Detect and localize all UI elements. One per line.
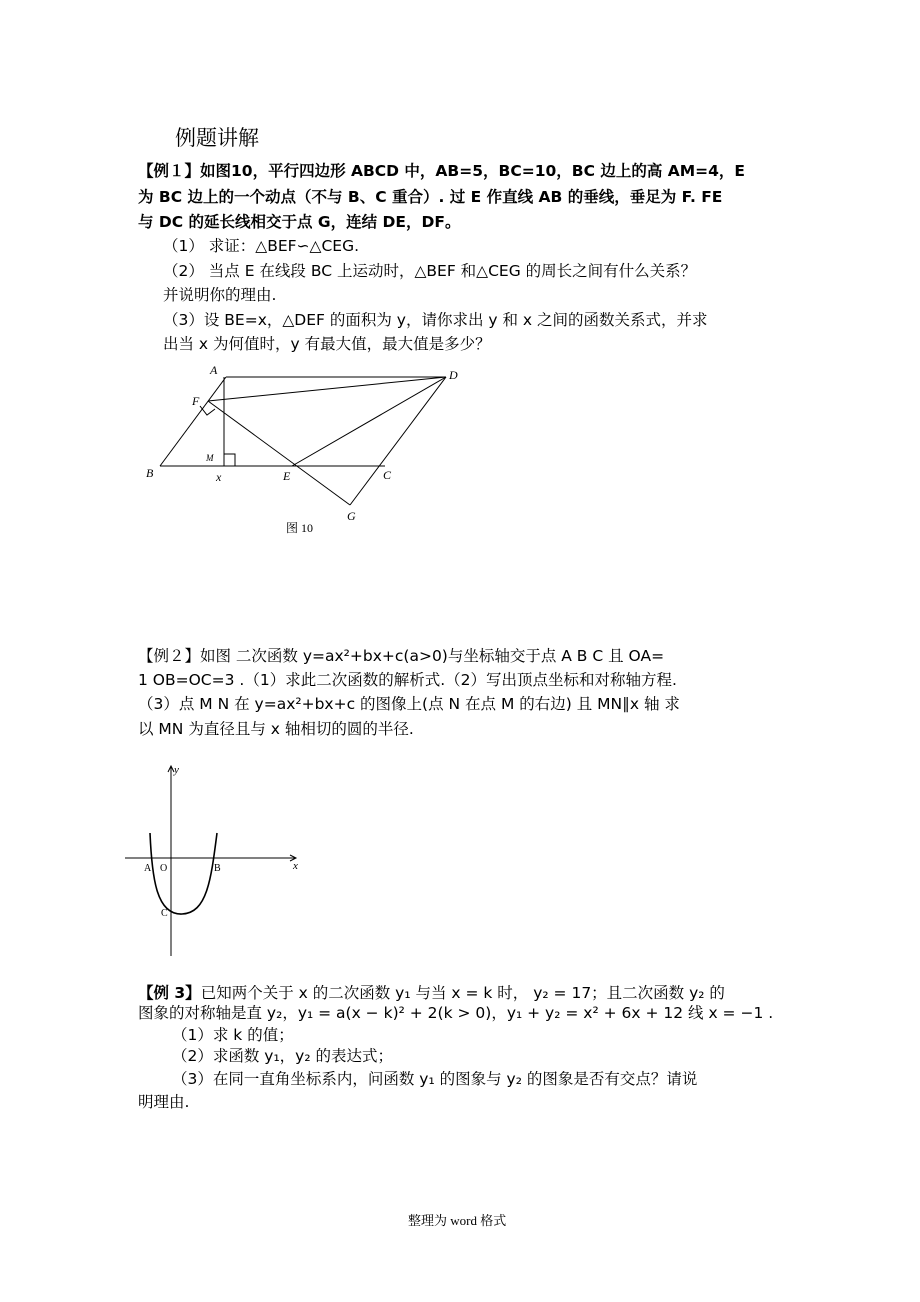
label-E: E — [283, 469, 291, 483]
label-B: B — [146, 466, 154, 480]
ex3-line-1-text: 已知两个关于 x 的二次函数 y₁ 与当 x = k 时， y₂ = 17；且二次函数 y₂ 的 — [200, 984, 725, 1002]
label-x: x — [216, 470, 222, 484]
point-B-label: B — [214, 863, 221, 874]
figure-10-parallelogram — [130, 355, 490, 545]
label-M: M — [206, 453, 214, 463]
ex1-line-1-text: 如图10，平行四边形 ABCD 中，AB=5，BC=10，BC 边上的高 AM=4，E — [200, 162, 746, 180]
ex1-question-2b: 并说明你的理由. — [163, 286, 277, 304]
ex1-line-2: 为 BC 边上的一个动点（不与 B、C 重合）. 过 E 作直线 AB 的垂线，垂足为 F. FE — [138, 188, 723, 206]
ex2-line-1: 【例２】如图 二次函数 y=ax²+bx+c(a>0)与坐标轴交于点 A B C 且 OA= — [138, 647, 665, 665]
figure-caption: 图 10 — [286, 521, 314, 535]
page-footer: 整理为 word 格式 — [408, 1213, 507, 1228]
ex3-line-2: 图象的对称轴是直 y₂，y₁ = a(x − k)² + 2(k > 0)，y₁ + y₂ = x² + 6x + 12 线 x = −1 . — [138, 1004, 774, 1022]
label-A: A — [210, 363, 218, 377]
point-A-label: A — [144, 863, 152, 874]
axis-y-label: y — [174, 764, 179, 776]
ex3-question-3b: 明理由. — [138, 1093, 190, 1111]
origin-label: O — [160, 863, 168, 874]
ex3-question-3a: （3）在同一直角坐标系内，问函数 y₁ 的图象与 y₂ 的图象是否有交点？请说 — [172, 1070, 698, 1088]
ex1-question-3a: （3）设 BE=x，△DEF 的面积为 y，请你求出 y 和 x 之间的函数关系式，并求 — [163, 311, 708, 329]
axis-x-label: x — [293, 860, 298, 872]
ex2-line-2: 1 OB=OC=3 .（1）求此二次函数的解析式.（2）写出顶点坐标和对称轴方程. — [138, 671, 677, 689]
label-G: G — [347, 509, 356, 523]
ex1-question-2a: （2） 当点 E 在线段 BC 上运动时，△BEF 和△CEG 的周长之间有什么关系？ — [163, 262, 697, 280]
ex1-tag: 【例１】 — [138, 162, 201, 180]
ex3-question-2: （2）求函数 y₁，y₂ 的表达式； — [172, 1047, 393, 1065]
page-heading: 例题讲解 — [175, 126, 259, 150]
label-F: F — [192, 394, 200, 408]
figure-parabola — [118, 758, 308, 963]
ex3-line-1 — [138, 982, 725, 1004]
label-C: C — [383, 468, 392, 482]
ex2-line-3: （3）点 M N 在 y=ax²+bx+c 的图像上(点 N 在点 M 的右边) 且 MN∥x 轴 求 — [138, 695, 680, 713]
label-D: D — [449, 368, 458, 382]
ex1-question-1: （1） 求证：△BEF∽△CEG. — [163, 237, 360, 255]
ex1-line-1 — [138, 160, 745, 182]
ex1-line-3: 与 DC 的延长线相交于点 G，连结 DE，DF。 — [138, 213, 461, 231]
point-C-label: C — [161, 908, 168, 919]
ex3-question-1: （1）求 k 的值； — [172, 1026, 294, 1044]
ex1-question-3b: 出当 x 为何值时，y 有最大值，最大值是多少？ — [163, 335, 491, 353]
ex2-line-4: 以 MN 为直径且与 x 轴相切的圆的半径. — [138, 720, 414, 738]
ex3-tag: 【例 3】 — [138, 984, 201, 1002]
